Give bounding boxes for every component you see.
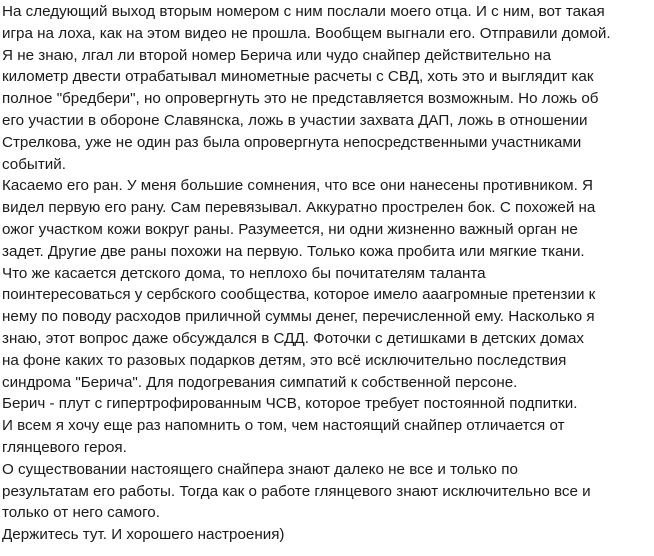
text-line: И всем я хочу еще раз напомнить о том, чем настоящий снайпер отличается от	[2, 417, 565, 435]
text-line: Держитесь тут. И хорошего настроения)	[2, 526, 285, 544]
text-line: событий.	[2, 155, 66, 173]
text-line: километр двести отрабатывал минометные расчеты с СВД, хоть это и выглядит как	[2, 68, 594, 86]
text-line: знаю, этот вопрос даже обсуждался в СДД. Фоточки с детишками в детских домах	[2, 329, 584, 347]
text-line: его участии в обороне Славянска, ложь в участии захвата ДАП, ложь в отношении	[2, 111, 588, 129]
text-line: Стрелкова, уже не один раз была опровергнута непосредственными участниками	[2, 133, 582, 151]
text-line: Берич - плут с гипертрофированным ЧСВ, которое требует постоянной подпитки.	[2, 395, 578, 413]
text-line: На следующий выход вторым номером с ним послали моего отца. И с ним, вот такая	[2, 3, 605, 20]
text-line: результатам его работы. Тогда как о работе глянцевого знают исключительно все и	[2, 482, 591, 500]
text-line: нему по поводу расходов приличной суммы денег, перечисленной ему. Насколько я	[2, 308, 595, 326]
text-line: Я не знаю, лгал ли второй номер Берича или чудо снайпер действительно на	[2, 46, 552, 64]
text-line: игра на лоха, как на этом видео не прошла. Вообщем выгнали его. Отправили домой.	[2, 24, 611, 42]
text-line: только от него самого.	[2, 504, 160, 522]
text-line: задет. Другие две раны похожи на первую. Только кожа пробита или мягкие ткани.	[2, 242, 585, 260]
text-line: синдрома "Берича". Для подогревания симпатий к собственной персоне.	[2, 373, 518, 391]
text-line: полное "бредбери", но опровергнуть это не представляется возможным. Но ложь об	[2, 90, 599, 108]
text-line: видел первую его рану. Сам перевязывал. Аккуратно прострелен бок. С похожей на	[2, 199, 596, 217]
text-line: ожог участком кожи вокруг раны. Разумеется, ни одни жизненно важный орган не	[2, 220, 578, 238]
text-line: глянцевого героя.	[2, 438, 127, 456]
text-line: О существовании настоящего снайпера знают далеко не все и только по	[2, 460, 518, 478]
text-line: Что же касается детского дома, то неплохо бы почитателям таланта	[2, 264, 486, 282]
text-line: Касаемо его ран. У меня большие сомнения, что все они нанесены противником. Я	[2, 177, 594, 195]
text-line: на фоне каких то разовых подарков детям, это всё исключительно последствия	[2, 351, 567, 369]
text-line: поинтересоваться у сербского сообщества, которое имело ааагромные претензии к	[2, 286, 596, 304]
